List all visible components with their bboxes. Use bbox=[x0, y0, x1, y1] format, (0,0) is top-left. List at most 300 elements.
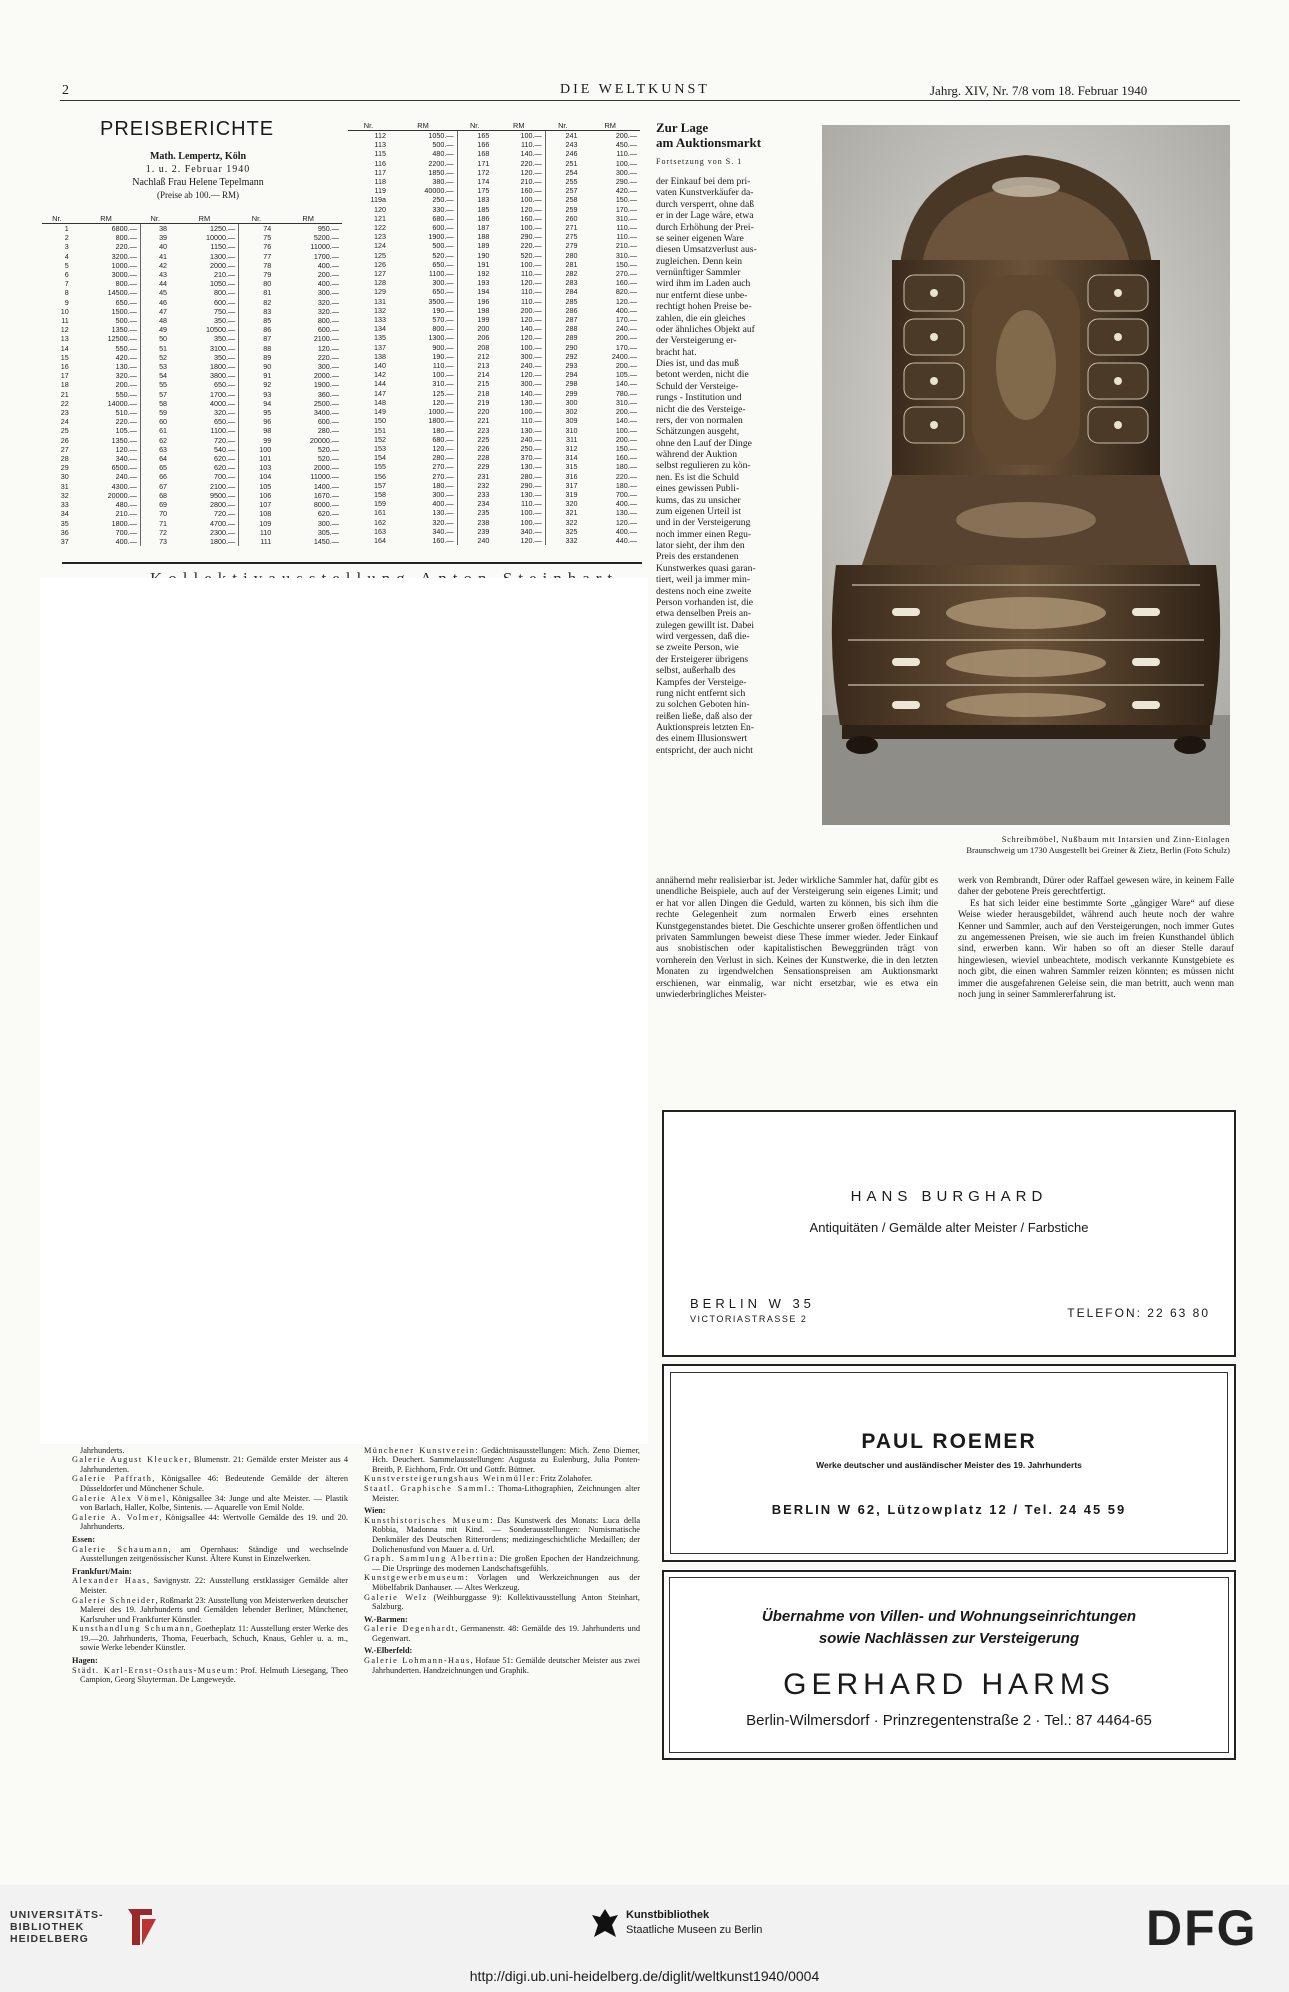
lot-number: 34 bbox=[60, 509, 69, 519]
lot-number: 311 bbox=[565, 434, 578, 444]
col-rm: RM bbox=[492, 120, 545, 131]
lot-number: 103 bbox=[259, 463, 272, 473]
lot-number: 14 bbox=[60, 343, 69, 353]
article-line: der Versteigerung er- bbox=[656, 335, 737, 347]
gallery-description: : Das Kunstwerk des Monats: Luca della Robbia, Madonna mit Kind. — Sonderausstellungen: Numismatische Denkmäler des Deutschen Ritterordens; medizingeschichtliche Medaillen; der Dolichenusfund von Mauer a. d. Url. bbox=[372, 1515, 640, 1554]
lot-price: 110.— bbox=[389, 361, 457, 370]
lot-number: 90 bbox=[263, 362, 272, 372]
price-row bbox=[42, 500, 342, 509]
lot-number: 80 bbox=[263, 279, 272, 289]
article-title bbox=[656, 120, 761, 150]
lot-price: 300.— bbox=[492, 352, 545, 361]
exhibition-entry bbox=[72, 1596, 348, 1625]
lot-price: 720.— bbox=[170, 436, 239, 445]
lot-price: 540.— bbox=[170, 445, 239, 454]
col-rm: RM bbox=[72, 213, 141, 224]
article-line: Kunstwerkes quasi garan- bbox=[656, 562, 756, 574]
lot-number: 185 bbox=[477, 204, 490, 214]
lot-price: 140.— bbox=[492, 324, 545, 333]
lot-number: 194 bbox=[477, 287, 490, 297]
lot-number: 42 bbox=[159, 260, 168, 270]
lot-price: 520.— bbox=[317, 454, 339, 464]
lot-number: 159 bbox=[373, 499, 386, 509]
article-line: wird ihm im Laden auch bbox=[656, 278, 751, 290]
gallery-description: , Savignystr. 22: Ausstellung erstklassiger Gemälde alter Meister. bbox=[80, 1576, 348, 1595]
ad-harms-name: GERHARD HARMS bbox=[783, 1668, 1115, 1701]
article-narrow-column bbox=[656, 176, 812, 756]
ad-burghard-city: BERLIN W 35 bbox=[690, 1296, 815, 1311]
lot-number: 166 bbox=[477, 140, 490, 150]
gallery-description: : Die großen Epochen der Handzeichnung. — Die Ursprünge des modernen Landschaftsgefühls. bbox=[372, 1554, 640, 1573]
lot-price: 2100.— bbox=[313, 334, 339, 344]
price-row bbox=[348, 232, 640, 241]
lot-price: 100.— bbox=[492, 195, 545, 204]
lot-price: 140.— bbox=[492, 389, 545, 398]
lot-price: 130.— bbox=[615, 508, 637, 518]
ad-paul-roemer bbox=[662, 1364, 1236, 1562]
lot-number: 193 bbox=[477, 278, 490, 288]
price-row bbox=[348, 269, 640, 278]
lot-price: 320.— bbox=[317, 297, 339, 307]
lot-price: 2000.— bbox=[170, 261, 239, 270]
price-row bbox=[348, 260, 640, 269]
price-row bbox=[348, 508, 640, 517]
lot-number: 312 bbox=[565, 443, 578, 453]
price-row bbox=[348, 398, 640, 407]
lot-price: 160.— bbox=[492, 186, 545, 195]
price-row bbox=[42, 445, 342, 454]
lot-price: 720.— bbox=[170, 509, 239, 518]
lot-price: 700.— bbox=[170, 472, 239, 481]
gallery-description: , Königsallee 34: Junge und alte Meister. — Plastik von Barlach, Haller, Kolbe, Sintenis. — Aquarelle von Emil Nolde. bbox=[80, 1493, 348, 1513]
ad-burghard-street: VICTORIASTRASSE 2 bbox=[690, 1314, 808, 1324]
gallery-description: , Germanenstr. 48: Gemälde des 19. Jahrhunderts und Gegenwart. bbox=[372, 1624, 640, 1643]
price-row bbox=[348, 333, 640, 342]
lot-number: 155 bbox=[373, 462, 386, 472]
lot-price: 500.— bbox=[389, 140, 457, 149]
gallery-description: (Weihburggasse 9): Kollektivausstellung Anton Steinhart, Salzburg. bbox=[372, 1592, 640, 1612]
lot-price: 620.— bbox=[170, 454, 239, 463]
lot-number: 302 bbox=[565, 407, 578, 417]
lot-price: 130.— bbox=[492, 462, 545, 471]
uni-line-3: HEIDELBERG bbox=[10, 1933, 89, 1945]
lot-price: 370.— bbox=[492, 453, 545, 462]
lot-number: 280 bbox=[565, 250, 578, 260]
lot-price: 100.— bbox=[492, 518, 545, 527]
lot-number: 188 bbox=[477, 232, 490, 242]
lot-price: 3200.— bbox=[72, 252, 141, 261]
auction-estate: Nachlaß Frau Helene Tepelmann bbox=[132, 177, 264, 188]
lot-number: 58 bbox=[159, 398, 168, 408]
lot-price: 900.— bbox=[389, 343, 457, 352]
lot-price: 20000.— bbox=[309, 435, 339, 445]
lot-price: 100.— bbox=[615, 425, 637, 435]
lot-number: 87 bbox=[263, 334, 272, 344]
article-line: se zweite Person, wie bbox=[656, 642, 739, 654]
lot-number: 214 bbox=[477, 370, 490, 380]
lot-number: 92 bbox=[263, 380, 272, 390]
lot-price: 300.— bbox=[492, 379, 545, 388]
lot-price: 240.— bbox=[72, 472, 141, 481]
lot-price: 6500.— bbox=[72, 463, 141, 472]
lot-price: 130.— bbox=[389, 508, 457, 517]
preisberichte-subtitle bbox=[68, 150, 328, 202]
lot-price: 2300.— bbox=[170, 528, 239, 537]
price-row bbox=[42, 380, 342, 389]
lot-number: 2 bbox=[64, 233, 69, 243]
lot-price: 4000.— bbox=[170, 399, 239, 408]
exhibition-entry bbox=[72, 1666, 348, 1685]
lot-price: 1350.— bbox=[72, 325, 141, 334]
lot-price: 650.— bbox=[170, 380, 239, 389]
lot-price: 570.— bbox=[389, 315, 457, 324]
uni-heidelberg-logo-text bbox=[10, 1909, 104, 1945]
auction-house: Math. Lempertz, Köln bbox=[149, 151, 247, 162]
price-row bbox=[42, 408, 342, 417]
gallery-name: Kunsthistorisches Museum bbox=[364, 1515, 491, 1525]
price-row bbox=[42, 454, 342, 463]
lot-price: 310.— bbox=[615, 250, 637, 260]
lot-number: 220 bbox=[477, 407, 490, 417]
gallery-name: Galerie A. Volmer bbox=[72, 1512, 160, 1522]
lot-number: 175 bbox=[477, 186, 490, 196]
lot-number: 31 bbox=[60, 481, 69, 491]
lot-price: 190.— bbox=[389, 306, 457, 315]
lot-number: 96 bbox=[263, 417, 272, 427]
lot-price: 420.— bbox=[615, 186, 637, 196]
lot-price: 120.— bbox=[389, 444, 457, 453]
gallery-description: : Vorlagen und Werkzeichnungen aus der Möbelfabrik Danhauser. — Altes Werkzeug. bbox=[372, 1573, 640, 1592]
article-line: zugleichen. Denn kein bbox=[656, 255, 743, 267]
lot-number: 162 bbox=[373, 517, 386, 527]
lot-number: 199 bbox=[477, 315, 490, 325]
lot-price: 120.— bbox=[492, 205, 545, 214]
article-line: Schätzungen ausgeht, bbox=[656, 426, 740, 438]
lot-price: 400.— bbox=[317, 279, 339, 289]
lot-number: 68 bbox=[159, 490, 168, 500]
lot-price: 2800.— bbox=[170, 500, 239, 509]
lot-number: 61 bbox=[159, 426, 168, 436]
lot-number: 151 bbox=[373, 425, 386, 435]
lot-price: 1900.— bbox=[313, 380, 339, 390]
lot-price: 130.— bbox=[492, 490, 545, 499]
lot-price: 510.— bbox=[72, 408, 141, 417]
lot-price: 120.— bbox=[72, 445, 141, 454]
uni-line-1: UNIVERSITÄTS- bbox=[10, 1909, 104, 1921]
lot-number: 98 bbox=[263, 426, 272, 436]
lot-price: 300.— bbox=[317, 362, 339, 372]
lot-number: 38 bbox=[159, 224, 168, 233]
lot-number: 91 bbox=[263, 371, 272, 381]
lot-price: 170.— bbox=[615, 204, 637, 214]
lot-price: 120.— bbox=[317, 343, 339, 353]
gallery-description: : Fritz Zolahofer. bbox=[535, 1474, 593, 1484]
price-row bbox=[42, 224, 342, 234]
lot-number: 319 bbox=[565, 489, 578, 499]
price-row bbox=[348, 481, 640, 490]
price-row bbox=[42, 334, 342, 343]
price-row bbox=[42, 279, 342, 288]
lot-number: 73 bbox=[159, 536, 168, 546]
lot-number: 17 bbox=[60, 371, 69, 381]
article-line: eines gewissen Publi- bbox=[656, 483, 740, 495]
price-table-left bbox=[42, 213, 342, 546]
col-rm: RM bbox=[389, 120, 457, 131]
price-row bbox=[42, 362, 342, 371]
lot-number: 317 bbox=[565, 480, 578, 490]
lot-number: 221 bbox=[477, 416, 490, 426]
lot-price: 105.— bbox=[72, 426, 141, 435]
price-row bbox=[348, 462, 640, 471]
lot-number: 129 bbox=[373, 287, 386, 297]
lot-number: 124 bbox=[373, 241, 386, 251]
lot-number: 156 bbox=[373, 471, 386, 481]
lot-number: 62 bbox=[159, 435, 168, 445]
lot-number: 79 bbox=[263, 270, 272, 280]
lot-number: 234 bbox=[477, 499, 490, 509]
lot-number: 325 bbox=[565, 526, 578, 536]
lot-price: 200.— bbox=[492, 306, 545, 315]
lot-price: 20000.— bbox=[72, 491, 141, 500]
lot-number: 158 bbox=[373, 489, 386, 499]
lot-number: 187 bbox=[477, 223, 490, 233]
lot-price: 3400.— bbox=[313, 408, 339, 418]
lot-price: 400.— bbox=[389, 499, 457, 508]
article-line: durch Erhöhung der Prei- bbox=[656, 221, 754, 233]
lot-number: 71 bbox=[159, 518, 168, 528]
lot-number: 120 bbox=[373, 204, 386, 214]
lot-number: 45 bbox=[159, 288, 168, 298]
lot-price: 340.— bbox=[492, 527, 545, 536]
article-line: bracht hat. bbox=[656, 346, 697, 358]
lot-number: 228 bbox=[477, 453, 490, 463]
lot-price: 2000.— bbox=[313, 371, 339, 381]
lot-price: 130.— bbox=[492, 398, 545, 407]
price-row bbox=[42, 472, 342, 481]
lot-price: 320.— bbox=[170, 408, 239, 417]
price-row bbox=[348, 278, 640, 287]
lot-price: 280.— bbox=[492, 472, 545, 481]
gallery-name: Galerie Welz bbox=[364, 1592, 428, 1602]
lot-number: 133 bbox=[373, 315, 386, 325]
article-line: Person vorhanden ist, die bbox=[656, 596, 753, 608]
lot-number: 275 bbox=[565, 232, 578, 242]
lot-price: 120.— bbox=[389, 398, 457, 407]
lot-number: 12 bbox=[60, 325, 69, 335]
price-row bbox=[42, 371, 342, 380]
lot-number: 137 bbox=[373, 342, 386, 352]
lot-price: 220.— bbox=[492, 159, 545, 168]
lot-price: 4300.— bbox=[72, 482, 141, 491]
lot-price: 1050.— bbox=[170, 279, 239, 288]
lot-number: 294 bbox=[565, 370, 578, 380]
article-line: Schuld der Versteige- bbox=[656, 380, 739, 392]
lot-price: 800.— bbox=[389, 324, 457, 333]
lot-number: 101 bbox=[259, 454, 272, 464]
lot-price: 220.— bbox=[72, 417, 141, 426]
lot-price: 105.— bbox=[615, 370, 637, 380]
lot-price: 100.— bbox=[492, 407, 545, 416]
lot-number: 233 bbox=[477, 489, 490, 499]
lot-number: 117 bbox=[374, 167, 386, 177]
lot-number: 59 bbox=[159, 408, 168, 418]
blank-overlay bbox=[40, 578, 648, 1444]
price-row bbox=[348, 297, 640, 306]
lot-number: 251 bbox=[565, 158, 578, 168]
lot-number: 22 bbox=[60, 398, 69, 408]
lot-number: 142 bbox=[373, 370, 386, 380]
lot-price: 110.— bbox=[616, 232, 637, 242]
lot-price: 180.— bbox=[389, 426, 457, 435]
lot-price: 2400.— bbox=[611, 351, 637, 361]
lot-price: 800.— bbox=[170, 288, 239, 297]
article-line: vaten Kunstverkäufer da- bbox=[656, 187, 754, 199]
lot-number: 292 bbox=[565, 351, 578, 361]
lot-number: 57 bbox=[159, 389, 168, 399]
ad-hans-burghard bbox=[662, 1110, 1236, 1357]
article-line: rers, der von normalen bbox=[656, 414, 743, 426]
lot-price: 500.— bbox=[389, 241, 457, 250]
lot-number: 254 bbox=[565, 167, 578, 177]
lot-number: 148 bbox=[373, 397, 386, 407]
lot-price: 650.— bbox=[389, 287, 457, 296]
lot-price: 380.— bbox=[389, 177, 457, 186]
lot-price: 350.— bbox=[170, 334, 239, 343]
lot-price: 220.— bbox=[492, 241, 545, 250]
lot-number: 283 bbox=[565, 278, 578, 288]
price-row bbox=[348, 287, 640, 296]
col-rm: RM bbox=[580, 120, 640, 131]
lot-number: 18 bbox=[60, 380, 69, 390]
lot-number: 138 bbox=[373, 351, 386, 361]
source-url[interactable]: http://digi.ub.uni-heidelberg.de/diglit/weltkunst1940/0004 bbox=[469, 1968, 820, 1984]
caption-line-1: Schreibmöbel, Nußbaum mit Intarsien und Zinn-Einlagen bbox=[1001, 834, 1230, 844]
lot-number: 67 bbox=[159, 481, 168, 491]
gallery-description: , am Opernhaus: Ständige und wechselnde Ausstellungen zeitgenössischer Kunst. Ältere Kunst in Einzelwerken. bbox=[80, 1544, 349, 1564]
lot-number: 128 bbox=[373, 278, 386, 288]
lot-price: 520.— bbox=[492, 251, 545, 260]
lot-number: 99 bbox=[263, 435, 272, 445]
lot-price: 11000.— bbox=[310, 242, 339, 252]
lot-price: 100.— bbox=[492, 131, 545, 141]
lot-number: 206 bbox=[477, 333, 490, 343]
lot-price: 310.— bbox=[615, 397, 637, 407]
gallery-name: Kunsthandlung Schumann bbox=[72, 1624, 191, 1634]
lot-number: 88 bbox=[263, 343, 272, 353]
lot-number: 74 bbox=[263, 224, 272, 233]
lot-price: 40000.— bbox=[389, 186, 457, 195]
lot-number: 121 bbox=[373, 213, 386, 223]
lot-price: 400.— bbox=[72, 537, 141, 546]
lot-price: 110.— bbox=[492, 140, 545, 149]
lot-number: 8 bbox=[64, 288, 69, 298]
lot-price: 100.— bbox=[492, 343, 545, 352]
lot-number: 48 bbox=[159, 316, 168, 326]
price-row bbox=[348, 159, 640, 168]
gallery-description: : Thoma-Lithographien, Zeichnungen alter Meister. bbox=[372, 1483, 640, 1503]
price-row bbox=[348, 324, 640, 333]
lot-number: 50 bbox=[159, 334, 168, 344]
article-line: reißen ließe, daß also der bbox=[656, 710, 753, 722]
lot-number: 213 bbox=[477, 361, 490, 371]
lot-number: 94 bbox=[263, 398, 272, 408]
lot-price: 170.— bbox=[615, 315, 637, 325]
lot-price: 210.— bbox=[72, 509, 141, 518]
col-nr: Nr. bbox=[140, 213, 170, 224]
price-row bbox=[42, 242, 342, 251]
lot-number: 5 bbox=[64, 260, 69, 270]
lot-number: 63 bbox=[159, 444, 168, 454]
lot-number: 215 bbox=[477, 379, 490, 389]
lot-number: 64 bbox=[159, 454, 168, 464]
exhibition-entry bbox=[364, 1554, 640, 1573]
lot-price: 200.— bbox=[615, 361, 637, 371]
article-line: nur entfernt diese unbe- bbox=[656, 289, 748, 301]
article-line: noch immer einen Regu- bbox=[656, 528, 752, 540]
lot-number: 135 bbox=[373, 333, 386, 343]
lot-number: 144 bbox=[373, 379, 386, 389]
price-row bbox=[42, 491, 342, 500]
article-line: selbst regulieren zu kön- bbox=[656, 460, 751, 472]
price-row bbox=[348, 490, 640, 499]
lot-price: 1700.— bbox=[313, 251, 339, 261]
article-line: lator sieht, der ihm den bbox=[656, 540, 745, 551]
lot-number: 104 bbox=[259, 472, 272, 482]
article-line: oder ähnliches Objekt auf bbox=[656, 323, 755, 335]
article-line: selbst, außerhalb des bbox=[656, 665, 736, 677]
lot-number: 119 bbox=[374, 186, 386, 196]
lot-number: 126 bbox=[373, 259, 386, 269]
lot-number: 258 bbox=[565, 195, 578, 205]
lot-price: 125.— bbox=[389, 389, 457, 398]
lot-price: 240.— bbox=[492, 361, 545, 370]
article-line: kums, das zu unsicher bbox=[656, 494, 741, 506]
lot-price: 220.— bbox=[317, 352, 339, 362]
lot-price: 600.— bbox=[317, 417, 339, 427]
lot-number: 332 bbox=[565, 535, 578, 545]
lot-price: 300.— bbox=[389, 490, 457, 499]
exhibitions-column-2 bbox=[364, 1436, 640, 1675]
lot-number: 100 bbox=[259, 444, 272, 454]
lot-price: 300.— bbox=[615, 167, 637, 177]
lot-price: 400.— bbox=[615, 305, 637, 315]
lot-price: 190.— bbox=[389, 352, 457, 361]
article-line: während der Auktion bbox=[656, 449, 737, 460]
lot-number: 40 bbox=[159, 242, 168, 252]
lot-number: 288 bbox=[565, 324, 578, 334]
lot-number: 246 bbox=[565, 149, 578, 159]
lot-price: 240.— bbox=[492, 435, 545, 444]
lot-price: 270.— bbox=[389, 472, 457, 481]
lot-number: 37 bbox=[60, 536, 69, 546]
col-nr: Nr. bbox=[457, 120, 492, 131]
lot-price: 1450.— bbox=[313, 536, 339, 546]
photo-caption bbox=[826, 834, 1230, 856]
kunstbibliothek-eagle-icon bbox=[590, 1907, 620, 1941]
lot-price: 270.— bbox=[389, 462, 457, 471]
article-line: diesen Umsatzverlust aus- bbox=[656, 244, 757, 256]
lot-price: 220.— bbox=[615, 471, 637, 481]
lot-number: 60 bbox=[159, 417, 168, 427]
article-line: tiert, weil ja immer min- bbox=[656, 574, 751, 586]
price-row bbox=[42, 270, 342, 279]
lot-price: 1800.— bbox=[72, 519, 141, 528]
lot-number: 293 bbox=[565, 361, 578, 371]
lot-number: 11 bbox=[61, 316, 69, 326]
price-row bbox=[42, 528, 342, 537]
lot-number: 232 bbox=[477, 480, 490, 490]
article-column-a: annähernd mehr realisierbar ist. Jeder wirkliche Sammler hat, dafür gibt es unendliche Beispiele, auch auf der Versteigerung sein eigenes Limit; und er hat vor allen Dingen die Geduld, warten zu können, bis sich ihm die rechte Gelegenheit zum normalen Erwerb eines ersehnten Kunstgegenstandes bietet. Die Geschichte unserer großen öffentlichen und privaten Sammlungen beweist diese These immer wieder. Jeder Einkauf aus snobistischen oder kapitalistischen Beweggründen trägt von vornherein den Verlust in sich. Keines der Kunstwerke, die in den letzten Monaten zu irgendwelchen Sensationspreisen am Auktionsmarkt erschienen, war einmalig, war nicht ersetzbar, wie es etwa ein unwiederbringliches Meister- bbox=[656, 876, 938, 1001]
